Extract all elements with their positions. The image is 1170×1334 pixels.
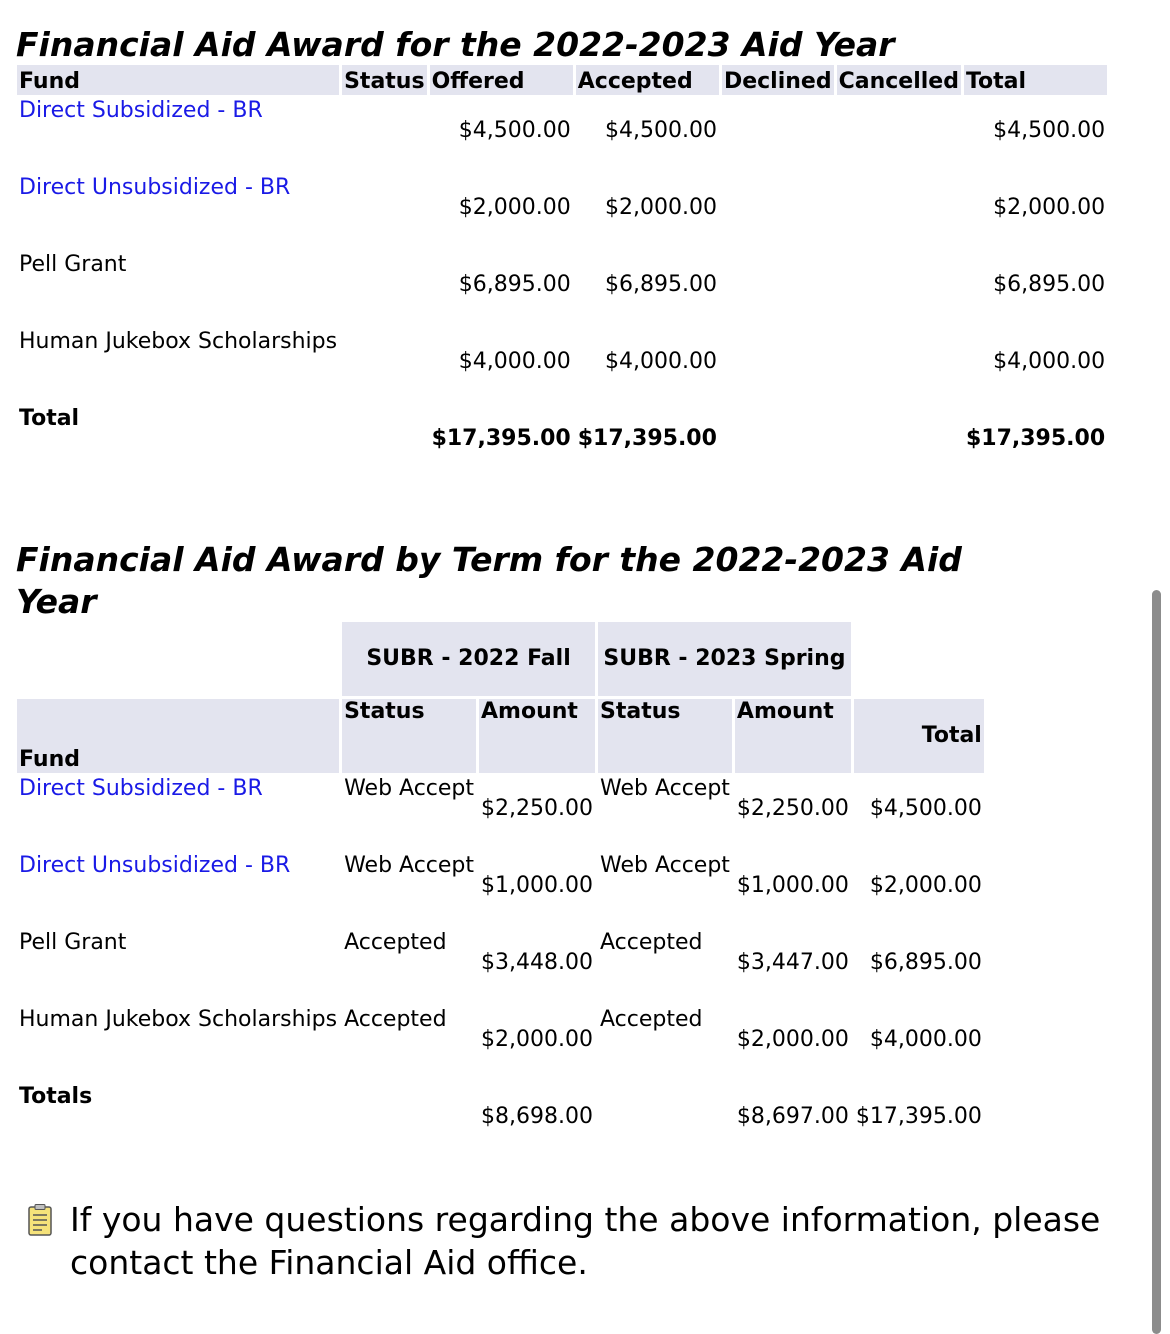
note-text: If you have questions regarding the above information, please contact the Financial Aid office. (70, 1200, 1101, 1282)
award-row (17, 329, 1107, 403)
col-total: Total (854, 699, 984, 773)
note-icon (28, 1204, 52, 1236)
accepted-cell: $2,000.00 (604, 195, 717, 220)
total-cell: $6,895.00 (869, 950, 982, 975)
accepted-cell: $4,000.00 (604, 349, 717, 374)
total-offered: $17,395.00 (431, 426, 571, 451)
fund-name: Pell Grant (19, 252, 127, 277)
by-term-row (17, 930, 984, 1004)
fall-amount-cell: $2,000.00 (481, 1027, 593, 1052)
fall-amount-cell: $2,250.00 (481, 796, 593, 821)
total-cell: $2,000.00 (993, 195, 1106, 220)
totals-total: $17,395.00 (855, 1104, 982, 1129)
status-cell (342, 252, 426, 326)
col-fall-status: Status (342, 699, 476, 773)
col-spring-status: Status (598, 699, 732, 773)
fund-link-direct-subsidized[interactable]: Direct Subsidized - BR (19, 776, 263, 801)
status-cell (342, 329, 426, 403)
total-cell: $4,000.00 (993, 349, 1106, 374)
offered-cell: $4,500.00 (458, 118, 571, 143)
col-fall-amount: Amount (479, 699, 595, 773)
fall-amount-cell: $3,448.00 (481, 950, 593, 975)
fund-link-direct-unsubsidized[interactable]: Direct Unsubsidized - BR (19, 175, 291, 200)
term-fall-header: SUBR - 2022 Fall (342, 622, 595, 696)
declined-cell (722, 252, 834, 326)
fund-name: Human Jukebox Scholarships (19, 329, 338, 354)
col-fund: Fund (17, 699, 339, 773)
spring-status-cell: Accepted (599, 930, 703, 955)
offered-cell: $6,895.00 (458, 272, 571, 297)
col-total: Total (964, 65, 1107, 95)
status-cell (342, 175, 426, 249)
offered-cell: $2,000.00 (458, 195, 571, 220)
cancelled-cell (837, 98, 961, 172)
by-term-totals-row (17, 1084, 984, 1158)
spring-status-cell: Web Accept (599, 776, 730, 801)
cancelled-cell (837, 252, 961, 326)
by-term-row (17, 1007, 984, 1081)
award-row (17, 252, 1107, 326)
by-term-header-row (17, 699, 984, 773)
spring-amount-cell: $2,000.00 (736, 1027, 849, 1052)
accepted-cell: $4,500.00 (604, 118, 717, 143)
award-row (17, 98, 1107, 172)
col-fund: Fund (17, 65, 339, 95)
fall-status-cell: Web Accept (344, 776, 475, 801)
total-cell: $4,500.00 (869, 796, 982, 821)
fund-name: Pell Grant (19, 930, 127, 955)
declined-cell (722, 98, 834, 172)
fall-status-cell: Accepted (344, 930, 447, 955)
spring-status-cell: Accepted (599, 1007, 703, 1032)
by-term-row (17, 776, 984, 850)
col-status: Status (342, 65, 426, 95)
total-total: $17,395.00 (965, 426, 1106, 451)
totals-label: Totals (19, 1084, 93, 1109)
cancelled-cell (837, 175, 961, 249)
by-term-table (14, 619, 987, 1161)
award-header-row (17, 65, 1107, 95)
total-cell: $6,895.00 (993, 272, 1106, 297)
fund-name: Human Jukebox Scholarships (19, 1007, 338, 1032)
total-label: Total (19, 406, 80, 431)
col-declined: Declined (722, 65, 834, 95)
col-offered: Offered (430, 65, 573, 95)
award-row (17, 175, 1107, 249)
spring-amount-cell: $2,250.00 (736, 796, 849, 821)
total-accepted: $17,395.00 (577, 426, 717, 451)
by-term-title: Financial Aid Award by Term for the 2022-2023 Aid Year (16, 540, 962, 621)
fall-status-cell: Web Accept (344, 853, 475, 878)
status-cell (342, 98, 426, 172)
fund-link-direct-unsubsidized[interactable]: Direct Unsubsidized - BR (19, 853, 291, 878)
spring-amount-cell: $3,447.00 (736, 950, 849, 975)
fund-link-direct-subsidized[interactable]: Direct Subsidized - BR (19, 98, 263, 123)
total-cell: $2,000.00 (869, 873, 982, 898)
col-accepted: Accepted (576, 65, 719, 95)
total-cell: $4,500.00 (993, 118, 1106, 143)
offered-cell: $4,000.00 (458, 349, 571, 374)
totals-spring-amount: $8,697.00 (736, 1104, 849, 1129)
spring-status-cell: Web Accept (599, 853, 730, 878)
totals-fall-amount: $8,698.00 (481, 1104, 593, 1129)
cancelled-cell (837, 329, 961, 403)
term-spring-header: SUBR - 2023 Spring (598, 622, 851, 696)
award-total-row (17, 406, 1107, 480)
fall-amount-cell: $1,000.00 (481, 873, 593, 898)
fall-status-cell: Accepted (344, 1007, 447, 1032)
award-table (14, 62, 1110, 483)
term-header-row (17, 622, 984, 696)
total-cell: $4,000.00 (869, 1027, 982, 1052)
declined-cell (722, 175, 834, 249)
spring-amount-cell: $1,000.00 (736, 873, 849, 898)
vertical-scrollbar[interactable] (1152, 590, 1161, 1334)
declined-cell (722, 329, 834, 403)
col-cancelled: Cancelled (837, 65, 961, 95)
col-spring-amount: Amount (735, 699, 851, 773)
accepted-cell: $6,895.00 (604, 272, 717, 297)
award-title: Financial Aid Award for the 2022-2023 Aid Year (16, 25, 895, 64)
by-term-row (17, 853, 984, 927)
